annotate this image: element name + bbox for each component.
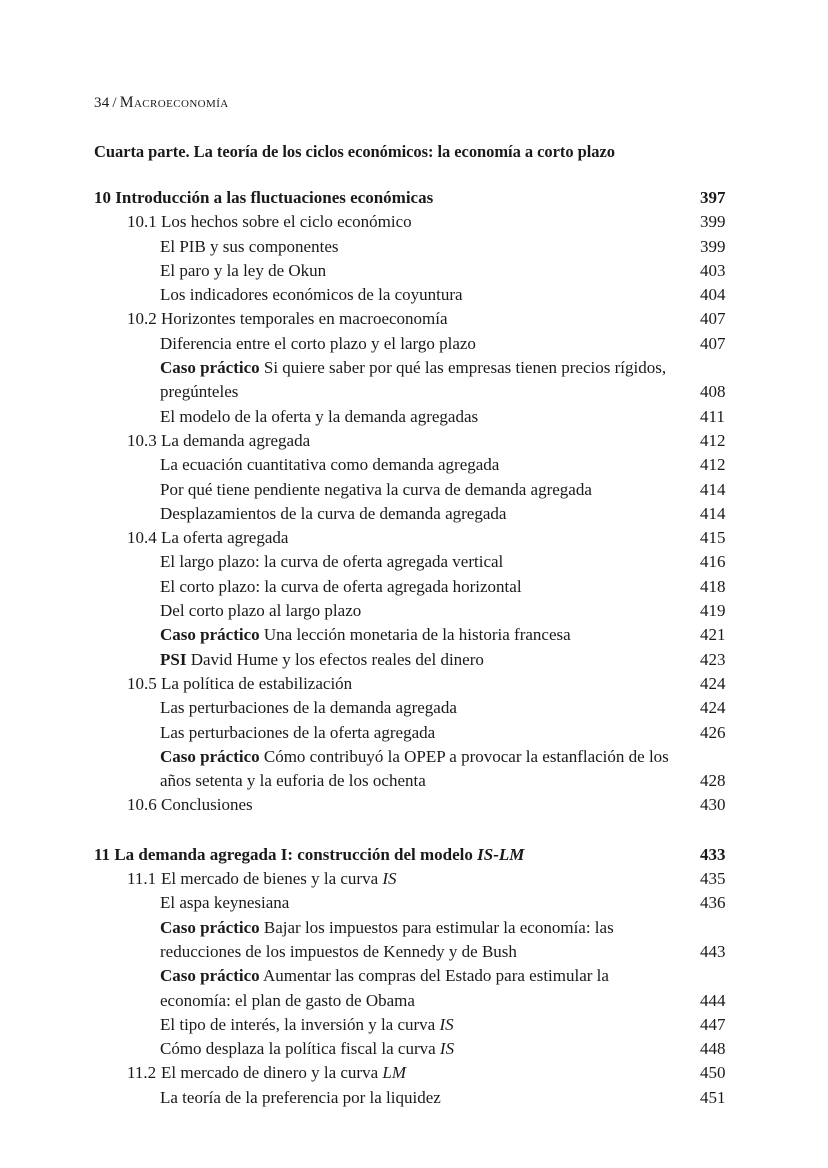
toc-entry-page-number: 451 xyxy=(700,1087,726,1107)
toc-subentry[interactable] xyxy=(160,478,742,502)
toc-entry-text: Las perturbaciones de la demanda agregada xyxy=(160,698,457,718)
toc-entry-page-number: 435 xyxy=(700,869,726,889)
toc-subentry[interactable] xyxy=(160,916,742,965)
toc-entry-page-number: 407 xyxy=(700,309,726,329)
toc-subentry[interactable] xyxy=(160,1086,742,1110)
toc-entry-text: Los indicadores económicos de la coyuntura xyxy=(160,285,463,305)
toc-subentry[interactable] xyxy=(160,891,742,915)
toc-entry-text: La ecuación cuantitativa como demanda agregada xyxy=(160,455,500,475)
toc-entry-page-number: 415 xyxy=(700,528,726,548)
toc-entry-text: Caso práctico Cómo contribuyó la OPEP a provocar la estanflación de los años setenta y la euforia de los ochenta xyxy=(160,746,669,791)
toc-subentry[interactable] xyxy=(160,599,742,623)
toc-entry-page-number: 447 xyxy=(700,1014,726,1034)
toc-entry-text: 11.2El mercado de dinero y la curva LM xyxy=(127,1061,742,1085)
toc-entry-text: Caso práctico Si quiere saber por qué las empresas tienen precios rígidos, pregúnteles xyxy=(160,358,667,402)
toc-spacer xyxy=(94,818,742,843)
toc-chapter-entry[interactable] xyxy=(94,843,742,867)
toc-entry-label: Caso práctico xyxy=(160,746,260,766)
toc-entry-italic-term: IS xyxy=(382,869,397,889)
toc-entry-number: 10 xyxy=(94,188,116,207)
toc-entry-text: 10.1Los hechos sobre el ciclo económico xyxy=(127,210,742,234)
toc-entry-text: Cómo desplaza la política fiscal la curva IS xyxy=(160,1039,455,1059)
toc-entry-text: 10.2Horizontes temporales en macroeconomía xyxy=(127,307,742,331)
toc-subentry[interactable] xyxy=(160,405,742,429)
toc-entry-label: PSI xyxy=(160,649,187,669)
toc-entry-page-number: 414 xyxy=(700,479,726,499)
running-head-separator: / xyxy=(112,95,117,111)
toc-entry-text: Caso práctico Bajar los impuestos para estimular la economía: las reducciones de los impuestos de Kennedy y de Bush xyxy=(160,917,614,961)
toc-subentry[interactable] xyxy=(160,332,742,356)
toc-entry-page-number: 414 xyxy=(700,503,726,523)
toc-entry-page-number: 444 xyxy=(700,990,726,1010)
toc-entry-page-number: 443 xyxy=(700,941,726,961)
toc-entry-text: El modelo de la oferta y la demanda agregadas xyxy=(160,406,479,426)
toc-subentry[interactable] xyxy=(160,453,742,477)
toc-entry-number: 10.2 xyxy=(127,309,157,329)
toc-entry-page-number: 416 xyxy=(700,552,726,572)
toc-entry-page-number: 430 xyxy=(700,795,726,815)
toc-subentry[interactable] xyxy=(160,623,742,647)
toc-entry-text: El aspa keynesiana xyxy=(160,893,290,913)
toc-entry-text: El largo plazo: la curva de oferta agregada vertical xyxy=(160,552,504,572)
toc-entry-number: 11 xyxy=(94,844,115,864)
toc-entry-text: 10 Introducción a las fluctuaciones económicas xyxy=(94,188,434,207)
toc-entry-text: Del corto plazo al largo plazo xyxy=(160,601,362,621)
toc-entry-page-number: 418 xyxy=(700,576,726,596)
toc-entry-text: PSI David Hume y los efectos reales del dinero xyxy=(160,649,484,669)
toc-entry-text: Caso práctico Una lección monetaria de la historia francesa xyxy=(160,625,571,645)
toc-entry-italic-term: IS-LM xyxy=(477,844,525,864)
toc-entry-number: 10.5 xyxy=(127,673,157,693)
toc-chapter-entry[interactable] xyxy=(94,186,742,210)
toc-entry-page-number: 399 xyxy=(700,236,726,256)
toc-entry-italic-term: IS xyxy=(439,1039,455,1059)
toc-subentry[interactable] xyxy=(160,721,742,745)
toc-subentry[interactable] xyxy=(160,1013,742,1037)
toc-entry-page-number: 412 xyxy=(700,430,726,450)
toc-entry-text: El corto plazo: la curva de oferta agregada horizontal xyxy=(160,576,522,596)
toc-subentry[interactable] xyxy=(160,259,742,283)
toc-subentry[interactable] xyxy=(160,502,742,526)
page-folio: 34 xyxy=(94,95,110,111)
toc-entry-text: Por qué tiene pendiente negativa la curva de demanda agregada xyxy=(160,479,592,499)
toc-subentry[interactable] xyxy=(160,1037,742,1061)
toc-entry-italic-term: IS xyxy=(439,1014,454,1034)
toc-entry-text: 10.5La política de estabilización xyxy=(127,672,742,696)
part-heading: Cuarta parte. La teoría de los ciclos económicos: la economía a corto plazo xyxy=(94,142,615,161)
toc-section-entry[interactable] xyxy=(127,210,742,234)
toc-entry-page-number: 419 xyxy=(700,601,726,621)
toc-entry-number: 10.3 xyxy=(127,430,157,450)
toc-entry-text: El tipo de interés, la inversión y la curva IS xyxy=(160,1014,454,1034)
toc-entry-text: 11.1El mercado de bienes y la curva IS xyxy=(127,867,742,891)
toc-entry-number: 11.1 xyxy=(127,869,157,889)
toc-entry-text: El paro y la ley de Okun xyxy=(160,260,327,280)
toc-subentry[interactable] xyxy=(160,235,742,259)
toc-entry-number: 11.2 xyxy=(127,1063,157,1083)
toc-section-entry[interactable] xyxy=(127,672,742,696)
toc-section-entry[interactable] xyxy=(127,526,742,550)
toc-section-entry[interactable] xyxy=(127,867,742,891)
toc-subentry[interactable] xyxy=(160,550,742,574)
toc-entry-page-number: 426 xyxy=(700,722,726,742)
toc-entry-page-number: 433 xyxy=(700,844,726,864)
toc-entry-text: 10.3La demanda agregada xyxy=(127,429,742,453)
toc-entry-page-number: 407 xyxy=(700,333,726,353)
toc-entry-page-number: 399 xyxy=(700,212,726,232)
toc-entry-label: Caso práctico xyxy=(160,966,260,986)
toc-subentry[interactable] xyxy=(160,575,742,599)
toc-entry-text: Diferencia entre el corto plazo y el largo plazo xyxy=(160,333,476,353)
toc-entry-page-number: 428 xyxy=(700,771,726,791)
toc-entry-page-number: 421 xyxy=(700,625,726,645)
toc-entry-page-number: 403 xyxy=(700,260,726,280)
toc-entry-text: 10.4La oferta agregada xyxy=(127,526,742,550)
toc-entry-number: 10.4 xyxy=(127,528,157,548)
toc-entry-page-number: 424 xyxy=(700,673,726,693)
toc-entry-number: 10.6 xyxy=(127,795,157,815)
toc-entry-text: 11 La demanda agregada I: construcción del modelo IS-LM xyxy=(94,844,525,864)
toc-entry-page-number: 397 xyxy=(700,188,726,207)
toc-subentry[interactable] xyxy=(160,745,742,794)
toc-entry-text: El PIB y sus componentes xyxy=(160,236,339,256)
table-of-contents xyxy=(94,186,742,1110)
toc-entry-text: Las perturbaciones de la oferta agregada xyxy=(160,722,436,742)
toc-section-entry[interactable] xyxy=(127,429,742,453)
toc-entry-label: Caso práctico xyxy=(160,625,260,645)
toc-subentry[interactable] xyxy=(160,356,742,405)
toc-entry-page-number: 404 xyxy=(700,285,726,305)
toc-entry-label: Caso práctico xyxy=(160,358,260,378)
toc-entry-page-number: 423 xyxy=(700,649,726,669)
toc-subentry[interactable] xyxy=(160,648,742,672)
toc-entry-text: 10.6Conclusiones xyxy=(127,793,742,817)
toc-entry-page-number: 411 xyxy=(700,406,725,426)
toc-section-entry[interactable] xyxy=(127,793,742,817)
toc-entry-page-number: 448 xyxy=(700,1039,726,1059)
toc-entry-text: Caso práctico Aumentar las compras del Estado para estimular la economía: el plan de gasto de Obama xyxy=(160,966,609,1010)
toc-entry-page-number: 412 xyxy=(700,455,726,475)
toc-entry-page-number: 408 xyxy=(700,382,726,402)
toc-entry-label: Caso práctico xyxy=(160,917,260,937)
toc-section-entry[interactable] xyxy=(127,307,742,331)
running-head xyxy=(94,94,229,112)
toc-entry-page-number: 436 xyxy=(700,893,726,913)
toc-subentry[interactable] xyxy=(160,283,742,307)
toc-entry-number: 10.1 xyxy=(127,212,157,232)
toc-entry-page-number: 450 xyxy=(700,1063,726,1083)
toc-subentry[interactable] xyxy=(160,964,742,1013)
toc-subentry[interactable] xyxy=(160,696,742,720)
toc-entry-text: Desplazamientos de la curva de demanda agregada xyxy=(160,503,507,523)
toc-section-entry[interactable] xyxy=(127,1061,742,1085)
toc-entry-page-number: 424 xyxy=(700,698,726,718)
book-title: Macroeconomía xyxy=(119,94,229,111)
toc-entry-italic-term: LM xyxy=(382,1063,406,1083)
toc-entry-text: La teoría de la preferencia por la liquidez xyxy=(160,1087,441,1107)
